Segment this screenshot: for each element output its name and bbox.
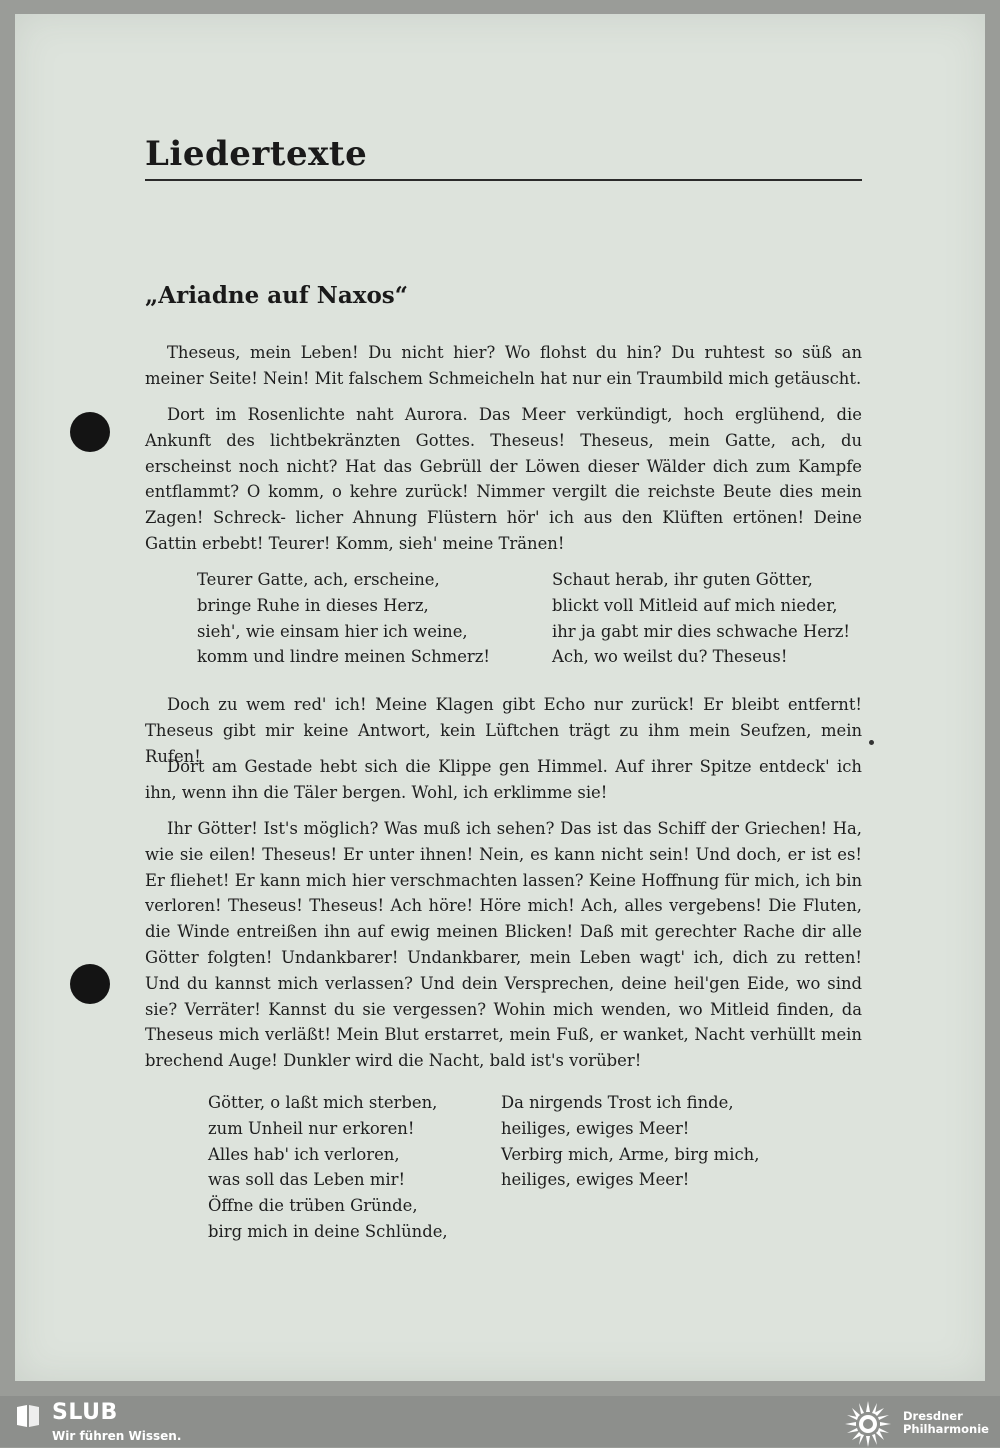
document-page	[15, 14, 985, 1381]
verse-line: sieh', wie einsam hier ich weine,	[197, 621, 468, 641]
partner-name-line: Dresdner	[903, 1409, 963, 1423]
verse-line: Verbirg mich, Arme, birg mich,	[501, 1144, 760, 1164]
verse-line: Öffne die trüben Gründe,	[208, 1196, 418, 1216]
verse-column	[197, 567, 490, 670]
verse-line: komm und lindre meinen Schmerz!	[197, 647, 490, 667]
paper-speck	[869, 740, 874, 745]
punch-hole-icon	[70, 412, 110, 452]
verse-line: heiliges, ewiges Meer!	[501, 1118, 690, 1138]
paragraph: Doch zu wem red' ich! Meine Klagen gibt Echo nur zurück! Er bleibt entfernt! Theseus gibt mir keine Antwort, kein Lüftchen trägt zu ihm mein Seufzen, mein Rufen!	[145, 695, 862, 766]
verse-line: heiliges, ewiges Meer!	[501, 1170, 690, 1190]
partner-name-line: Philharmonie	[903, 1422, 989, 1436]
paragraph: Theseus, mein Leben! Du nicht hier? Wo flohst du hin? Du ruhtest so süß an meiner Seite! Nein! Mit falschem Schmeicheln hat nur ein Traumbild mich getäuscht.	[145, 343, 862, 388]
punch-hole-icon	[70, 964, 110, 1004]
paragraph: Ihr Götter! Ist's möglich? Was muß ich sehen? Das ist das Schiff der Griechen! Ha, wie sie eilen! Theseus! Er unter ihnen! Nein, es kann nicht sein! Und doch, er ist es! Er fliehet! Er kann mich hier verschmachten lassen? Keine Hoffnung für mich, ich bin verloren! Theseus! Theseus! Ach höre! Höre mich! Ach, alles vergebens! Die Fluten, die Winde entreißen ihn auf ewig meinen Blicken! Daß mit gerechter Rache dir alle Götter folgten! Undankbarer! Undankbarer, mein Leben wagt' ich, dich zu retten! Und du kannst mich verlassen? Und dein Versprechen, deine heil'gen Eide, wo sind sie? Verräter! Kannst du sie vergessen? Wohin mich wenden, wo Mitleid finden, da Theseus mich verläßt! Mein Blut erstarret, mein Fuß, er wanket, Nacht verhüllt mein brechend Auge! Dunkler wird die Nacht, bald ist's vorüber!	[145, 819, 862, 1071]
slub-logo-icon[interactable]	[15, 1403, 41, 1429]
verse-line: blickt voll Mitleid auf mich nieder,	[552, 595, 838, 615]
paragraph: Dort am Gestade hebt sich die Klippe gen Himmel. Auf ihrer Spitze entdeck' ich ihn, wenn ihn die Täler bergen. Wohl, ich erklimme sie!	[145, 757, 862, 802]
footer-bar	[0, 1396, 1000, 1447]
slub-tagline: Wir führen Wissen.	[52, 1429, 182, 1443]
slub-name[interactable]: SLUB	[52, 1400, 118, 1425]
verse-line: Teurer Gatte, ach, erscheine,	[197, 570, 440, 589]
paragraph: Dort im Rosenlichte naht Aurora. Das Meer verkündigt, hoch erglühend, die Ankunft des lichtbekränzten Gottes. Theseus! Theseus, mein Gatte, ach, du erscheinst noch nicht? Hat das Gebrüll der Löwen dieser Wälder dich zum Kampfe entflammt? O komm, o kehre zurück! Nimmer vergilt die reichste Beute dies mein Zagen! Schreck- licher Ahnung Flüstern hör' ich aus den Klüften ertönen! Deine Gattin erbebt! Teurer! Komm, sieh' meine Tränen!	[145, 405, 862, 553]
verse-column	[501, 1090, 759, 1193]
verse-line: Götter, o laßt mich sterben,	[208, 1093, 438, 1112]
verse-line: Ach, wo weilst du? Theseus!	[552, 647, 788, 667]
verse-line: zum Unheil nur erkoren!	[208, 1118, 415, 1138]
dresdner-philharmonie-logo-icon[interactable]	[844, 1400, 892, 1448]
verse-line: was soll das Leben mir!	[208, 1170, 406, 1190]
verse-line: birg mich in deine Schlünde,	[208, 1221, 448, 1241]
section-title: „Ariadne auf Naxos“	[145, 282, 408, 309]
verse-column	[208, 1090, 448, 1245]
verse-line: Alles hab' ich verloren,	[208, 1144, 400, 1164]
page-title: Liedertexte	[145, 134, 368, 174]
partner-name	[903, 1410, 989, 1436]
verse-line: ihr ja gabt mir dies schwache Herz!	[552, 621, 850, 641]
verse-line: Schaut herab, ihr guten Götter,	[552, 570, 813, 589]
verse-line: Da nirgends Trost ich finde,	[501, 1093, 734, 1112]
verse-line: bringe Ruhe in dieses Herz,	[197, 595, 429, 615]
verse-column	[552, 567, 850, 670]
title-divider	[145, 179, 862, 181]
